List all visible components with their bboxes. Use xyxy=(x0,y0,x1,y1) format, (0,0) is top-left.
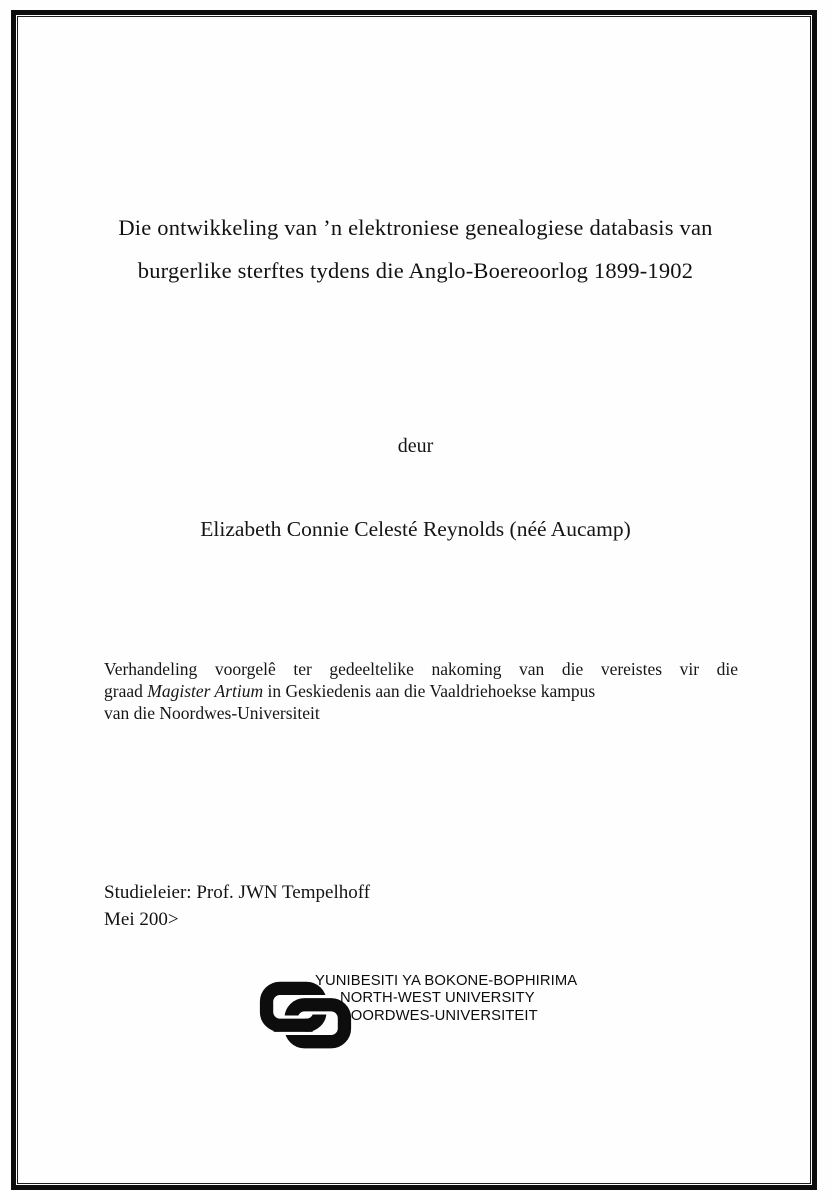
degree-statement-line2-post: in Geskiedenis aan die Vaaldriehoekse kampus xyxy=(263,680,596,701)
degree-statement-line3: van die Noordwes-Universiteit xyxy=(104,702,320,723)
logo-text-afrikaans: NOORDWES-UNIVERSITEIT xyxy=(340,1007,538,1024)
thesis-title-line2: burgerlike sterftes tydens die Anglo-Boereoorlog 1899-1902 xyxy=(137,258,694,283)
byline-label: deur xyxy=(397,435,434,457)
supervisor-line: Studieleier: Prof. JWN Tempelhoff xyxy=(104,882,371,903)
thesis-title-line1: Die ontwikkeling van ’n elektroniese genealogiese databasis van xyxy=(118,215,713,240)
degree-statement-line2-pre: graad xyxy=(104,680,148,701)
degree-name-italic: Magister Artium xyxy=(147,680,264,701)
author-name: Elizabeth Connie Celesté Reynolds (néé Aucamp) xyxy=(200,517,631,541)
university-logo-text xyxy=(315,973,577,1025)
university-logo xyxy=(252,969,612,1055)
logo-text-setswana: YUNIBESITI YA BOKONE-BOPHIRIMA xyxy=(315,973,578,989)
logo-text-english: NORTH-WEST UNIVERSITY xyxy=(340,990,535,1007)
thesis-title xyxy=(40,206,791,292)
degree-statement xyxy=(104,659,738,724)
degree-statement-line1: Verhandeling voorgelê ter gedeeltelike nakoming van die vereistes vir die xyxy=(104,659,738,679)
date-line: Mei 200> xyxy=(104,909,179,930)
degree-statement-line2 xyxy=(104,681,738,703)
supervisor-block xyxy=(104,879,370,933)
